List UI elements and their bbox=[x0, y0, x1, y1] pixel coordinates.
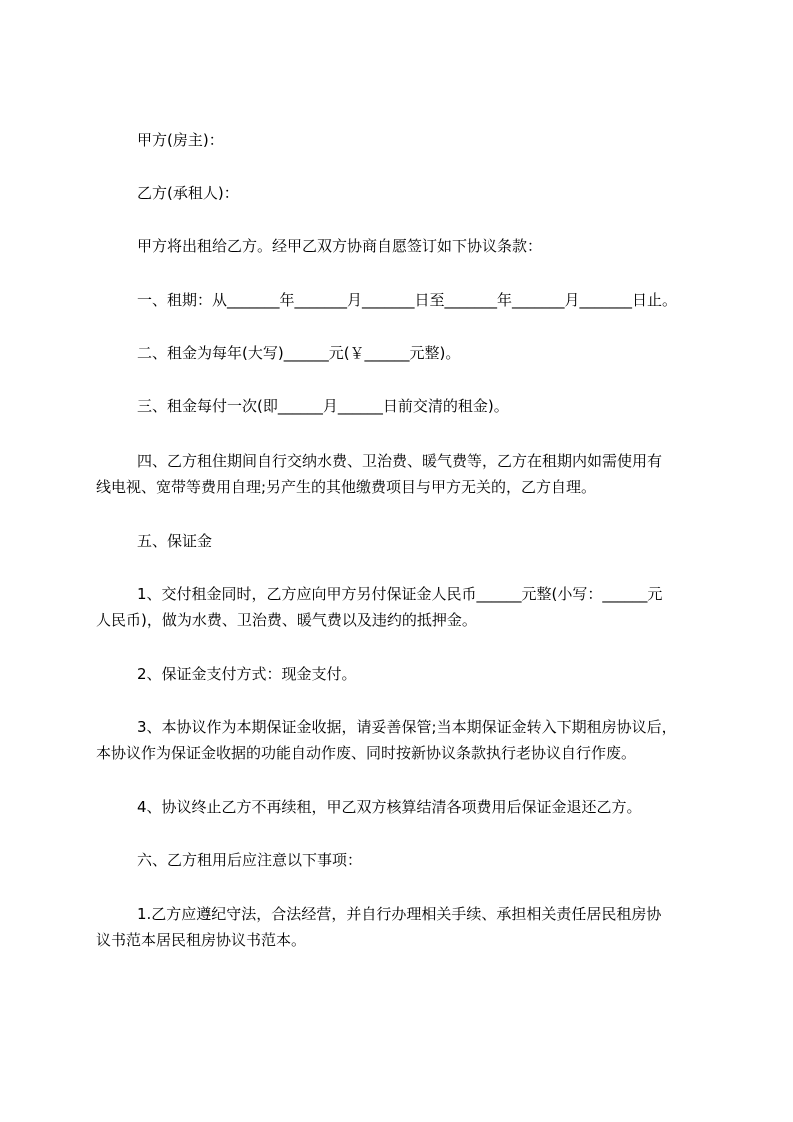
clause-6-heading: 六、乙方租用后应注意以下事项： bbox=[137, 851, 363, 869]
clause-5-1-line-2: 人民币)，做为水费、卫治费、暖气费以及违约的抵押金。 bbox=[96, 611, 477, 629]
clause-6-1-line-2: 议书范本居民租房协议书范本。 bbox=[96, 931, 307, 949]
clause-3-payment-schedule: 三、租金每付一次(即______月______日前交清的租金)。 bbox=[137, 397, 509, 415]
party-b-line: 乙方(承租人)： bbox=[137, 184, 239, 202]
clause-5-heading: 五、保证金 bbox=[137, 532, 213, 550]
party-a-line: 甲方(房主)： bbox=[137, 131, 224, 149]
clause-6-1-line-1: 1.乙方应遵纪守法，合法经营，并自行办理相关手续、承担相关责任居民租房协 bbox=[137, 905, 662, 923]
clause-2-rent-amount: 二、租金为每年(大写)______元(￥______元整)。 bbox=[137, 344, 461, 362]
clause-4-line-1: 四、乙方租住期间自行交纳水费、卫治费、暖气费等，乙方在租期内如需使用有 bbox=[137, 452, 663, 470]
clause-5-4: 4、协议终止乙方不再续租，甲乙双方核算结清各项费用后保证金退还乙方。 bbox=[137, 798, 642, 816]
clause-1-rental-period: 一、租期：从_______年_______月_______日至_______年_______月_______日止。 bbox=[137, 291, 678, 309]
intro-line: 甲方将出租给乙方。经甲乙双方协商自愿签订如下协议条款： bbox=[137, 237, 543, 255]
clause-5-1-line-1: 1、交付租金同时，乙方应向甲方另付保证金人民币______元整(小写：______元 bbox=[137, 585, 663, 603]
clause-5-2: 2、保证金支付方式：现金支付。 bbox=[137, 665, 357, 683]
clause-5-3-line-1: 3、本协议作为本期保证金收据，请妥善保管;当本期保证金转入下期租房协议后， bbox=[137, 718, 677, 736]
clause-5-3-line-2: 本协议作为保证金收据的功能自动作废、同时按新协议条款执行老协议自行作废。 bbox=[96, 744, 637, 762]
clause-4-line-2: 线电视、宽带等费用自理;另产生的其他缴费项目与甲方无关的，乙方自理。 bbox=[96, 478, 597, 496]
